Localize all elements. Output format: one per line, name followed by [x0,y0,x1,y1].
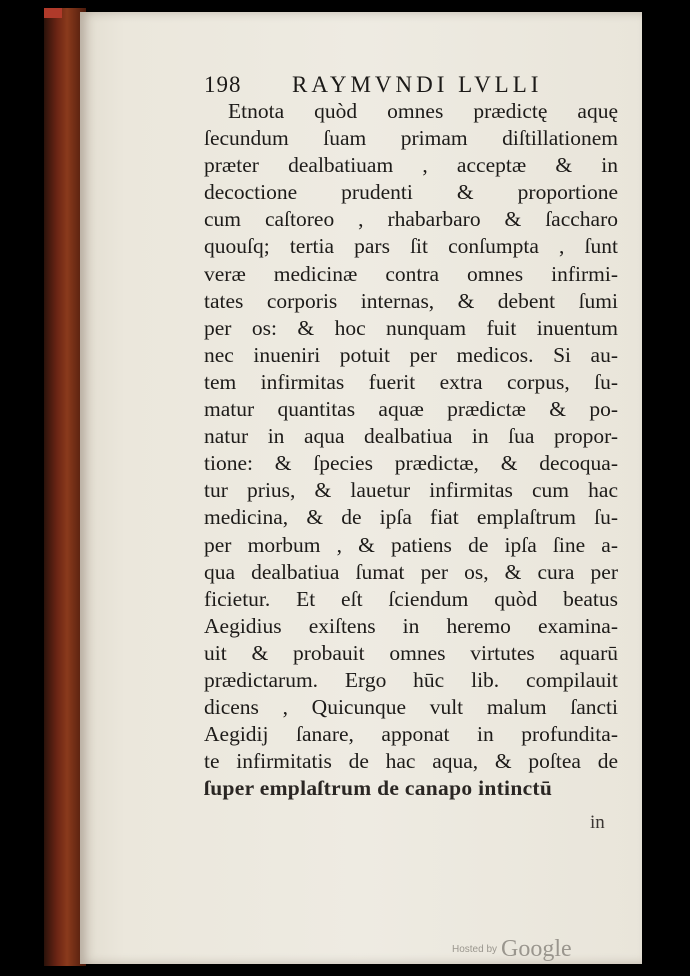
running-head: RAYMVNDI LVLLI [292,72,543,97]
watermark-brand: Google [501,936,572,962]
text-line: qua dealbatiua ſumat per os, & cura per [204,559,618,584]
text-line: per os: & hoc nunquam fuit inuentum [204,315,618,340]
text-line: matur quantitas aquæ prædictæ & po- [204,397,618,422]
text-line: tur prius, & lauetur infirmitas cum hac [204,478,618,503]
text-line: tem infirmitas fuerit extra corpus, ſu- [204,369,618,394]
text-line: quouſq; tertia pars ſit conſumpta , ſunt [204,234,618,259]
text-line: uit & probauit omnes virtutes aquarū [204,640,618,665]
text-line: Etnota quòd omnes prædictę aquę [228,99,618,123]
text-line: Aegidij ſanare, apponat in profundita- [204,722,618,747]
text-line: tates corporis internas, & debent ſumi [204,288,618,313]
page-number: 198 [204,72,242,97]
text-line: præter dealbatiuam , acceptæ & in [204,153,618,178]
catchword: in [590,812,605,833]
text-line: nec inueniri potuit per medicos. Si au- [204,342,618,367]
text-line: ſuper emplaſtrum de canapo intinctū [204,776,553,801]
google-watermark [452,936,572,966]
text-line: Aegidius exiſtens in heremo examina- [204,613,618,638]
text-line: medicina, & de ipſa fiat emplaſtrum ſu- [204,505,618,530]
text-line: decoctione prudenti & proportione [204,180,618,205]
text-line: natur in aqua dealbatiua in ſua propor- [204,424,618,449]
text-line: ficietur. Et eſt ſciendum quòd beatus [204,586,618,611]
text-line: prædictarum. Ergo hūc lib. compilauit [204,667,618,692]
page-header [204,72,604,100]
scan-corner-marker [44,8,62,18]
watermark-prefix: Hosted by [452,944,498,955]
body-text [204,98,618,802]
text-line: ſecundum ſuam primam diſtillationem [204,126,618,151]
text-line: dicens , Quicunque vult malum ſancti [204,695,618,720]
text-line: te infirmitatis de hac aqua, & poſtea de [204,749,618,774]
text-line: veræ medicinæ contra omnes infirmi- [204,261,618,286]
text-line: cum caſtoreo , rhabarbaro & ſaccharo [204,207,618,232]
text-line: per morbum , & patiens de ipſa ſine a- [204,532,618,557]
text-line: tione: & ſpecies prædictæ, & decoqua- [204,451,618,476]
